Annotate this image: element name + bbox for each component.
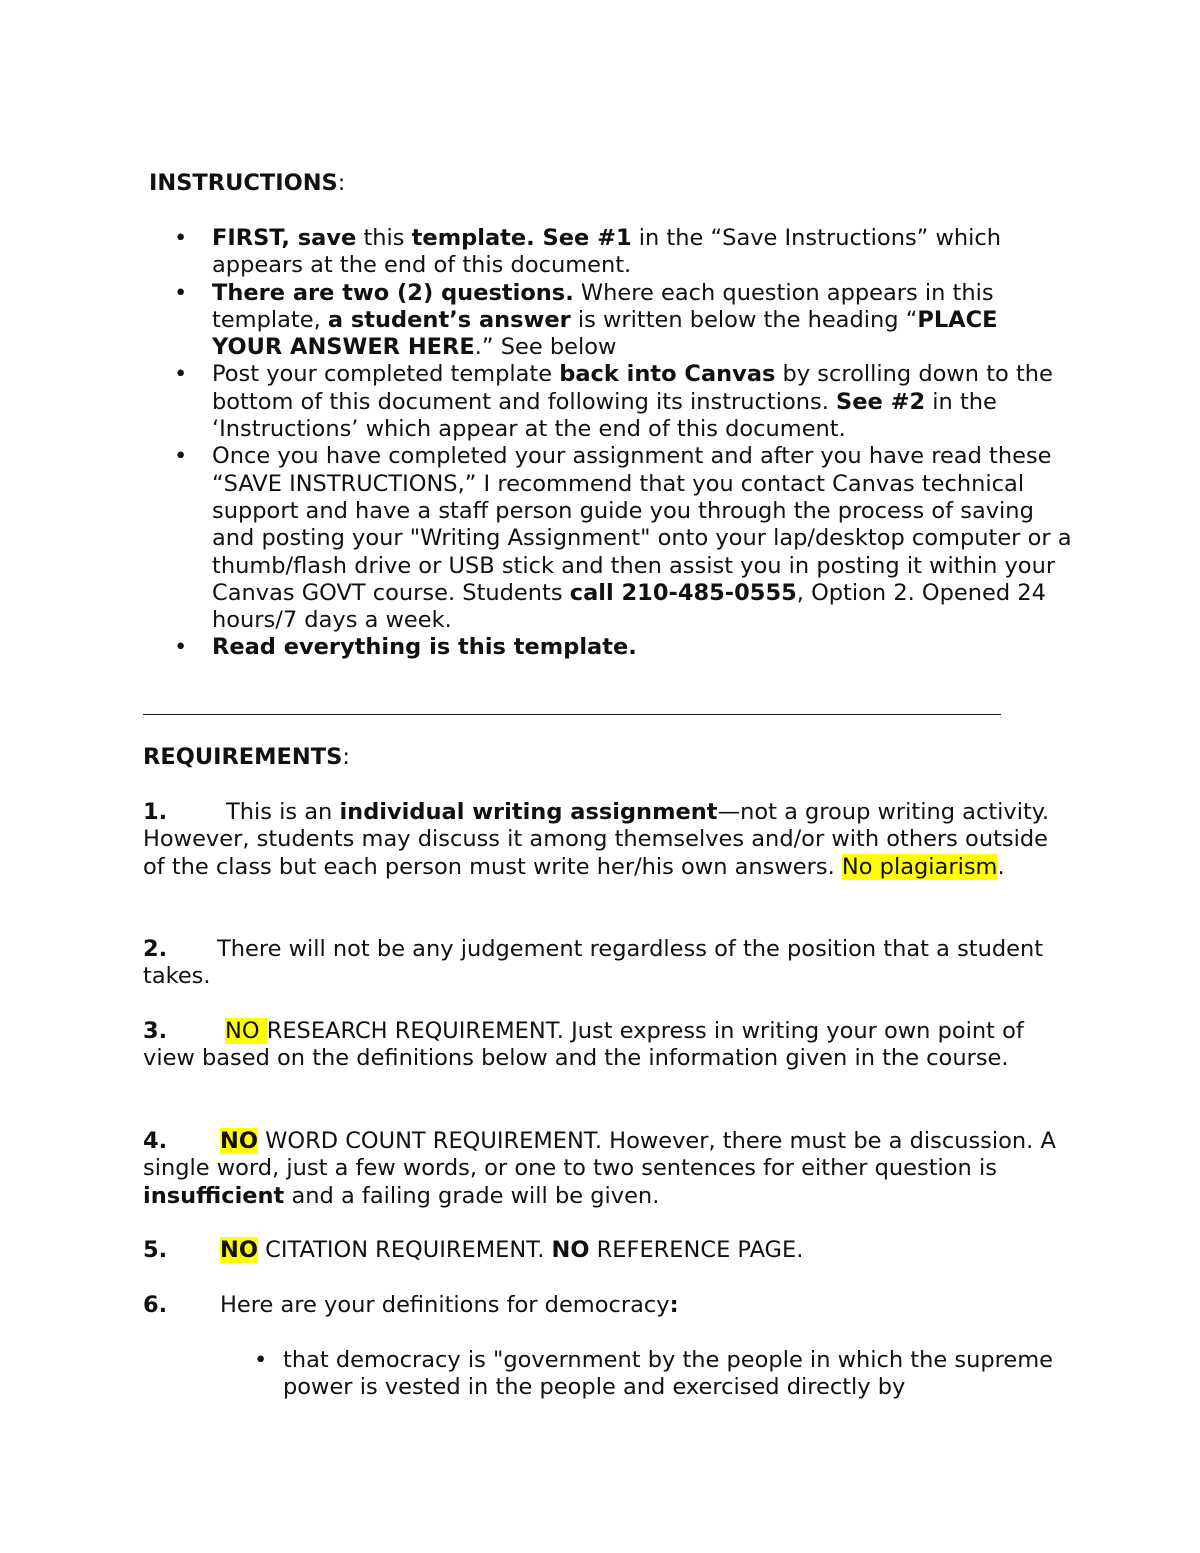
list-item <box>174 361 1072 443</box>
text-run: call 210-485-0555 <box>569 579 797 606</box>
bullet-icon: • <box>174 279 188 306</box>
highlight: No plagiarism <box>841 853 998 880</box>
text-run: There will not be any judgement regardless of the position that a student takes. <box>143 936 1044 990</box>
instructions-heading: INSTRUCTIONS: <box>149 170 346 196</box>
text-run: Read everything is this template. <box>212 634 637 661</box>
text-run: in the ‘Instructions’ which appear at the end of this document. <box>212 388 997 443</box>
text-run: This is an <box>226 799 340 825</box>
list-item <box>254 1347 1083 1402</box>
text-run: There are two (2) questions. <box>212 279 574 306</box>
requirement-3 <box>143 1018 1063 1073</box>
instructions-list <box>174 225 1072 662</box>
text-run: PLACE YOUR ANSWER HERE <box>212 306 998 361</box>
requirement-5 <box>143 1237 1063 1264</box>
requirement-6 <box>143 1292 1063 1319</box>
definitions-list <box>254 1347 1083 1402</box>
requirement-2 <box>143 936 1063 991</box>
item-number: 1. <box>143 799 168 825</box>
requirement-1 <box>143 799 1063 881</box>
bullet-icon: • <box>174 443 188 470</box>
text-run: individual writing assignment <box>339 799 718 825</box>
text-run: .” See below <box>474 334 617 361</box>
item-number: 5. <box>143 1237 168 1263</box>
text-run: CITATION REQUIREMENT. <box>257 1237 552 1263</box>
item-number: 2. <box>143 936 168 962</box>
requirements-heading <box>143 744 350 771</box>
text-run: Here are your definitions for democracy <box>220 1292 670 1318</box>
highlight: NO <box>225 1018 267 1044</box>
text-run: and a failing grade will be given. <box>284 1182 660 1209</box>
text-run: , Option 2. Opened 24 hours/7 days a week. <box>212 579 1046 634</box>
list-item <box>174 634 1072 661</box>
bullet-icon: • <box>254 1347 268 1373</box>
text-run: Post your completed template <box>212 361 560 388</box>
text-run: : <box>342 744 350 770</box>
text-run: . <box>997 853 1005 880</box>
highlight: NO <box>220 1237 258 1263</box>
text-run: this <box>356 225 412 251</box>
text-run: back into Canvas <box>559 361 776 388</box>
text-run: —not a group writing activity. However, students may discuss it among themselves and/or with others outside of the class but each person must write her/his own answers. <box>143 799 1050 880</box>
item-number: 4. <box>143 1128 168 1154</box>
list-item <box>174 225 1072 280</box>
list-item <box>174 279 1072 362</box>
text-run: insufficient <box>143 1182 285 1209</box>
text-run: a student’s answer <box>327 306 571 333</box>
text-run: NO <box>551 1237 590 1263</box>
text-run: Where each question appears in this template, <box>212 279 994 333</box>
requirement-4 <box>143 1128 1063 1210</box>
bullet-icon: • <box>174 361 188 388</box>
bullet-icon: • <box>174 225 188 251</box>
text-run: WORD COUNT REQUIREMENT. However, there must be a discussion. A single word, just a few words, or one to two sentences for either question is <box>143 1128 1056 1182</box>
text-run: template. See #1 <box>411 225 632 251</box>
text-run: by scrolling down to the bottom of this document and following its instructions. <box>212 361 1053 415</box>
item-number: 6. <box>143 1292 168 1318</box>
text-run: in the “Save Instructions” which appears at the end of this document. <box>212 225 1002 279</box>
text-run: FIRST, save <box>212 225 357 251</box>
bullet-icon: • <box>174 634 188 661</box>
item-number: 3. <box>143 1018 168 1044</box>
text-run: is written below the heading “ <box>570 306 918 333</box>
horizontal-divider <box>143 714 1001 715</box>
text-run: that democracy is "government by the people in which the supreme power is vested in the people and exercised directly by <box>283 1347 1053 1401</box>
text-run: RESEARCH REQUIREMENT. Just express in writing your own point of view based on the definitions below and the information given in the course. <box>143 1018 1024 1072</box>
text-run: : <box>669 1292 679 1318</box>
text-run: REFERENCE PAGE. <box>589 1237 804 1263</box>
text-run: REQUIREMENTS <box>143 744 343 770</box>
text-run: Once you have completed your assignment and after you have read these “SAVE INSTRUCTIONS,” I recommend that you contact Canvas technical support and have a staff person guide you through the process of saving and posting your "Writing Assignment" onto your lap/desktop computer or a thumb/flash drive or USB stick and then assist you in posting it within your Canvas GOVT course. Students <box>212 443 1072 606</box>
list-item <box>174 443 1072 634</box>
text-run: See #2 <box>836 388 926 415</box>
highlight: NO <box>220 1128 258 1154</box>
